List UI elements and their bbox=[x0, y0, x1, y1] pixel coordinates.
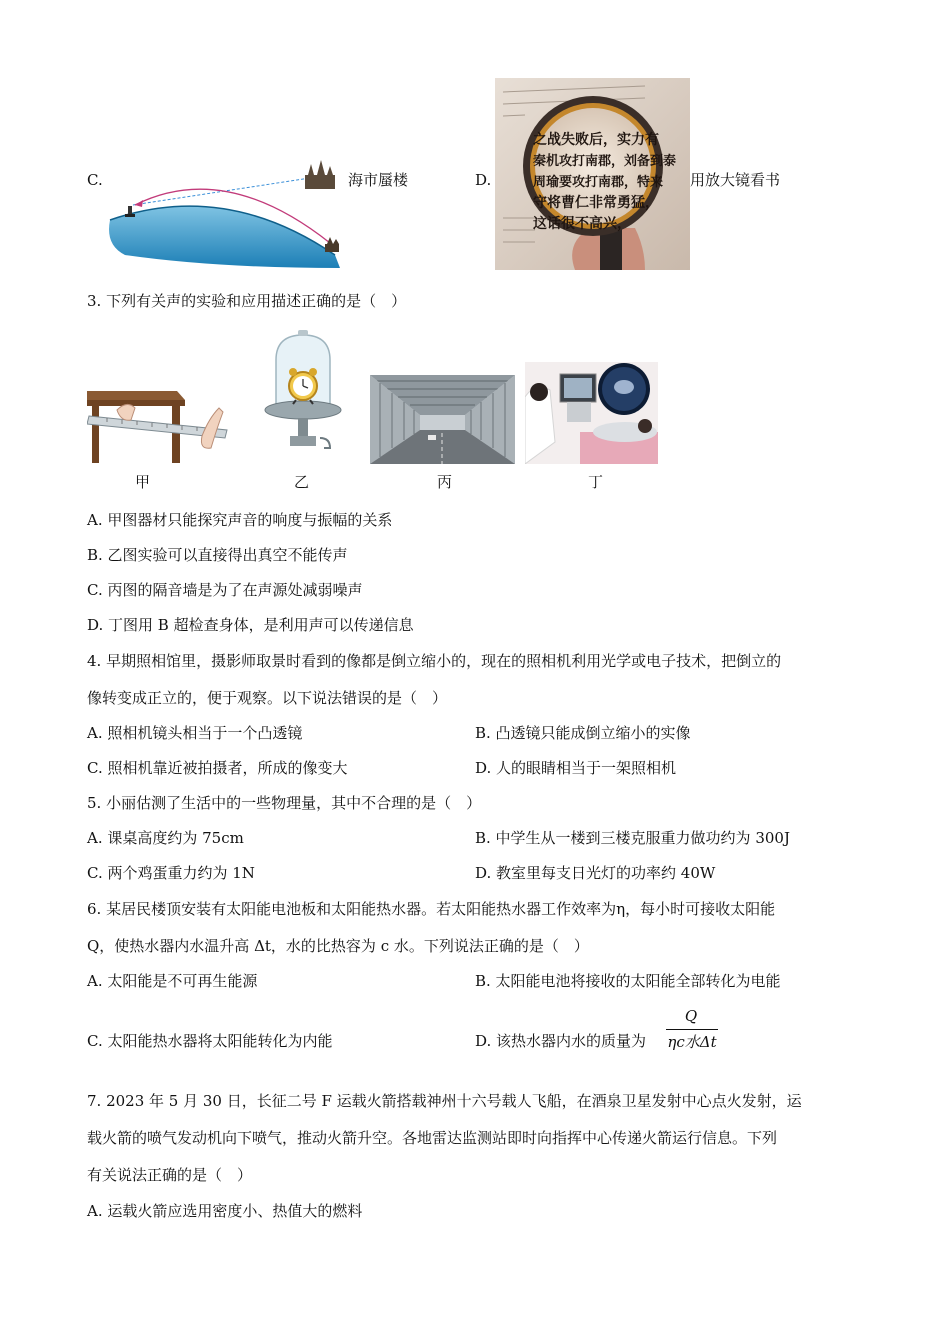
q7-stem-line2: 载火箭的喷气发动机向下喷气，推动火箭升空。各地雷达监测站即时向指挥中心传递火箭运行信息。下列 bbox=[87, 1129, 778, 1147]
mirage-figure bbox=[105, 160, 345, 268]
q6-stem-line1: 6. 某居民楼顶安装有太阳能电池板和太阳能热水器。若太阳能热水器工作效率为η，每小时可接收太阳能 bbox=[87, 900, 776, 918]
q6-fraction-bar bbox=[666, 1029, 718, 1030]
magnified-line: 秦机攻打南郡，刘备到泰 bbox=[533, 154, 677, 169]
q6-stem-line2: Q，使热水器内水温升高 Δt，水的比热容为 c 水。下列说法正确的是（ ） bbox=[87, 937, 589, 955]
q7-stem-line3: 有关说法正确的是（ ） bbox=[87, 1166, 253, 1184]
q6-option-b: B. 太阳能电池将接收的太阳能全部转化为电能 bbox=[475, 972, 781, 990]
figure-jia-ruler bbox=[87, 388, 237, 463]
q6-fraction-numerator: Q bbox=[684, 1007, 698, 1025]
magnified-line: 这话很不高兴， bbox=[533, 216, 631, 232]
q6-option-a: A. 太阳能是不可再生能源 bbox=[87, 972, 258, 990]
option-d-text: 用放大镜看书 bbox=[690, 171, 781, 189]
q6-option-c: C. 太阳能热水器将太阳能转化为内能 bbox=[87, 1032, 333, 1050]
option-d-letter: D. bbox=[475, 171, 492, 189]
q4-option-c: C. 照相机靠近被拍摄者，所成的像变大 bbox=[87, 759, 348, 777]
q3-option-b: B. 乙图实验可以直接得出真空不能传声 bbox=[87, 546, 348, 564]
q7-option-a: A. 运载火箭应选用密度小、热值大的燃料 bbox=[87, 1202, 363, 1220]
caption-ding: 丁 bbox=[588, 473, 604, 491]
figure-yi-bell-jar bbox=[258, 330, 348, 460]
caption-yi: 乙 bbox=[294, 473, 310, 491]
q4-option-a: A. 照相机镜头相当于一个凸透镜 bbox=[87, 724, 303, 742]
q3-stem: 3. 下列有关声的实验和应用描述正确的是（ ） bbox=[87, 292, 407, 310]
magnified-line: 守将曹仁非常勇猛， bbox=[533, 195, 659, 211]
q7-stem-line1: 7. 2023 年 5 月 30 日，长征二号 F 运载火箭搭载神州十六号载人飞船，在酒泉卫星发射中心点火发射，运 bbox=[87, 1092, 802, 1110]
q4-option-d: D. 人的眼睛相当于一架照相机 bbox=[475, 759, 677, 777]
q3-option-c: C. 丙图的隔音墙是为了在声源处减弱噪声 bbox=[87, 581, 363, 599]
q3-option-d: D. 丁图用 B 超检查身体，是利用声可以传递信息 bbox=[87, 616, 414, 634]
q6-option-d: D. 该热水器内水的质量为 bbox=[475, 1032, 647, 1050]
q5-option-a: A. 课桌高度约为 75cm bbox=[87, 829, 244, 847]
magnified-line: 周瑜要攻打南郡，特来 bbox=[533, 175, 664, 190]
q5-option-b: B. 中学生从一楼到三楼克服重力做功约为 300J bbox=[475, 829, 790, 847]
figure-bing-sound-barrier bbox=[370, 375, 515, 464]
q5-stem: 5. 小丽估测了生活中的一些物理量，其中不合理的是（ ） bbox=[87, 794, 482, 812]
option-c-text: 海市蜃楼 bbox=[348, 171, 409, 189]
q5-option-d: D. 教室里每支日光灯的功率约 40W bbox=[475, 864, 716, 882]
q3-option-a: A. 甲图器材只能探究声音的响度与振幅的关系 bbox=[87, 511, 393, 529]
caption-jia: 甲 bbox=[135, 473, 151, 491]
magnified-text bbox=[533, 130, 677, 235]
q4-stem-line2: 像转变成正立的，便于观察。以下说法错误的是（ ） bbox=[87, 689, 448, 707]
q4-stem-line1: 4. 早期照相馆里，摄影师取景时看到的像都是倒立缩小的，现在的照相机利用光学或电子技术，把倒立的 bbox=[87, 652, 782, 670]
caption-bing: 丙 bbox=[437, 473, 453, 491]
figure-ding-ultrasound bbox=[525, 362, 658, 464]
magnified-line: 之战失败后，实力有 bbox=[533, 132, 659, 148]
q5-option-c: C. 两个鸡蛋重力约为 1N bbox=[87, 864, 255, 882]
q6-fraction-denominator: ηc水Δt bbox=[667, 1033, 717, 1051]
option-c-letter: C. bbox=[87, 171, 103, 189]
q4-option-b: B. 凸透镜只能成倒立缩小的实像 bbox=[475, 724, 691, 742]
magnifier-photo bbox=[495, 78, 690, 270]
